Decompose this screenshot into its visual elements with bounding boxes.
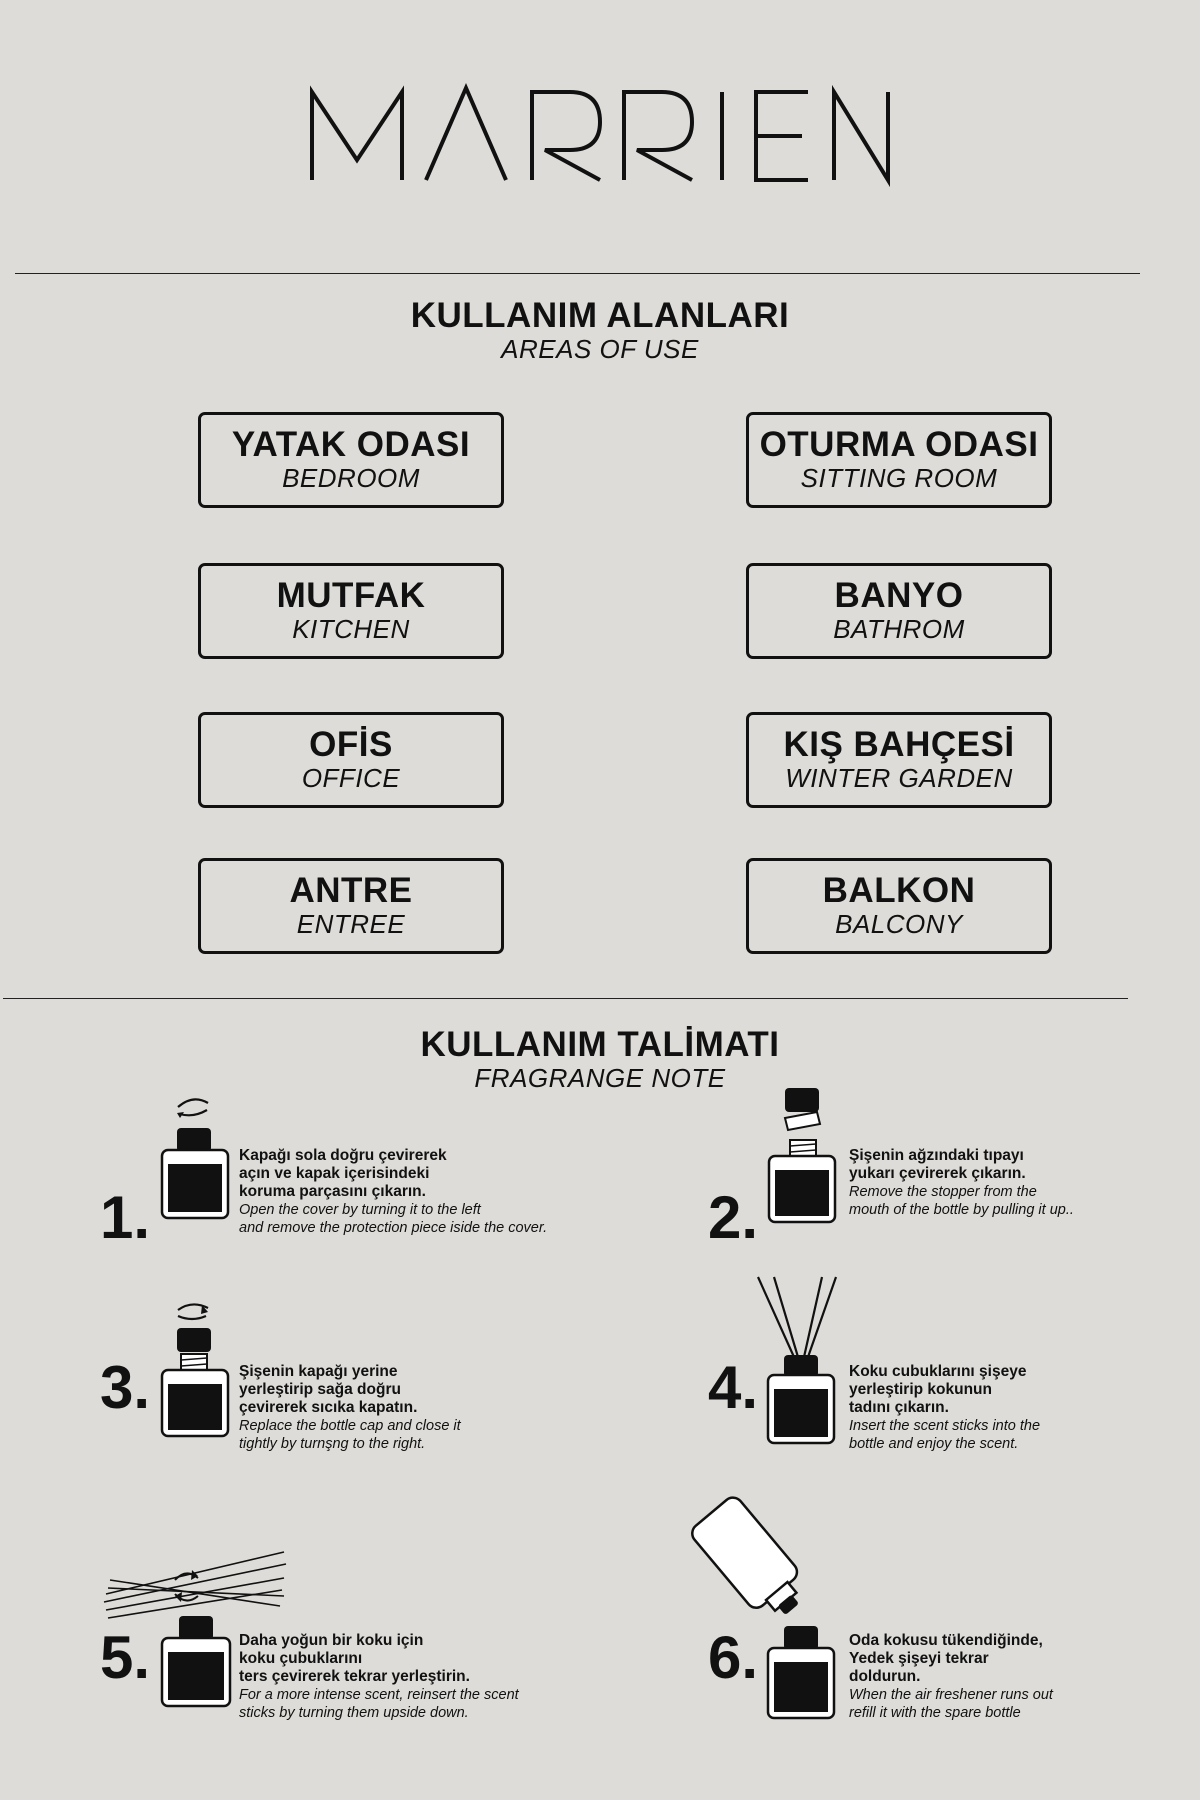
step-text bbox=[239, 1632, 519, 1722]
step-text-en: and remove the protection piece iside the cover. bbox=[239, 1220, 548, 1236]
step-text-tr: açın ve kapak içerisindeki bbox=[239, 1165, 430, 1182]
area-sitting-room bbox=[746, 412, 1052, 508]
area-label-tr: BALKON bbox=[822, 871, 976, 910]
step-text-en: Open the cover by turning it to the left bbox=[239, 1202, 481, 1218]
step-text-en: refill it with the spare bottle bbox=[849, 1705, 1021, 1721]
area-label-en: WINTER GARDEN bbox=[785, 763, 1013, 793]
area-label-tr: BANYO bbox=[834, 576, 964, 615]
step-text bbox=[239, 1147, 547, 1237]
step-number: 5. bbox=[100, 1624, 151, 1691]
step-text-en: Insert the scent sticks into the bbox=[849, 1418, 1041, 1434]
step-number: 3. bbox=[100, 1354, 151, 1421]
step-text bbox=[239, 1363, 461, 1453]
step-text-en: For a more intense scent, reinsert the scent bbox=[239, 1687, 519, 1703]
area-label-en: OFFICE bbox=[301, 763, 401, 793]
step-text-tr: koku çubuklarını bbox=[239, 1650, 363, 1667]
step-number: 2. bbox=[708, 1184, 759, 1251]
area-kitchen bbox=[198, 563, 504, 659]
step-text-tr: Yedek şişeyi tekrar bbox=[849, 1650, 989, 1667]
bottle-stopper-remove-icon bbox=[757, 1080, 847, 1230]
area-label-tr: OFİS bbox=[309, 725, 393, 764]
area-label-tr: KIŞ BAHÇESİ bbox=[783, 725, 1015, 764]
step-text-tr: yerleştirip kokunun bbox=[849, 1381, 992, 1398]
area-balcony bbox=[746, 858, 1052, 954]
step-text-tr: Oda kokusu tükendiğinde, bbox=[849, 1632, 1043, 1649]
step-text-tr: yerleştirip sağa doğru bbox=[239, 1381, 401, 1398]
step-text-tr: tadını çıkarın. bbox=[849, 1399, 949, 1416]
step-text-tr: Şişenin ağzındaki tıpayı bbox=[849, 1147, 1024, 1164]
step-text-tr: yukarı çevirerek çıkarın. bbox=[849, 1165, 1026, 1182]
step-text bbox=[849, 1363, 1040, 1453]
bottle-with-sticks-icon bbox=[752, 1275, 852, 1450]
area-label-tr: OTURMA ODASI bbox=[759, 425, 1039, 464]
divider-bottom bbox=[3, 998, 1128, 999]
step-text-en: Remove the stopper from the bbox=[849, 1184, 1037, 1200]
step-text-tr: doldurun. bbox=[849, 1668, 921, 1685]
area-label-en: SITTING ROOM bbox=[800, 463, 998, 493]
step-text bbox=[849, 1632, 1053, 1722]
brand-logo bbox=[300, 80, 900, 190]
refill-bottle-icon bbox=[690, 1496, 840, 1726]
step-text-tr: Kapağı sola doğru çevirerek bbox=[239, 1147, 447, 1164]
instructions-subtitle: FRAGRANGE NOTE bbox=[474, 1063, 726, 1093]
step-text-tr: Koku cubuklarını şişeye bbox=[849, 1363, 1027, 1380]
step-text-tr: ters çevirerek tekrar yerleştirin. bbox=[239, 1668, 470, 1685]
step-text-tr: Daha yoğun bir koku için bbox=[239, 1632, 424, 1649]
area-label-tr: MUTFAK bbox=[276, 576, 426, 615]
divider-top bbox=[15, 273, 1140, 274]
area-winter-garden bbox=[746, 712, 1052, 808]
area-label-tr: YATAK ODASI bbox=[231, 425, 471, 464]
step-text-en: sticks by turning them upside down. bbox=[239, 1705, 469, 1721]
step-number: 6. bbox=[708, 1624, 759, 1691]
step-text-tr: çevirerek sıcıka kapatın. bbox=[239, 1399, 418, 1416]
step-text-en: Replace the bottle cap and close it bbox=[239, 1418, 461, 1434]
area-bathroom bbox=[746, 563, 1052, 659]
area-entree bbox=[198, 858, 504, 954]
areas-title: KULLANIM ALANLARI bbox=[410, 296, 790, 335]
step-text-tr: Şişenin kapağı yerine bbox=[239, 1363, 398, 1380]
area-office bbox=[198, 712, 504, 808]
step-text-tr: koruma parçasını çıkarın. bbox=[239, 1183, 426, 1200]
area-label-en: BEDROOM bbox=[282, 463, 420, 493]
areas-subtitle: AREAS OF USE bbox=[501, 334, 699, 364]
step-text-en: tightly by turnşng to the right. bbox=[239, 1436, 426, 1452]
area-label-en: BALCONY bbox=[835, 909, 963, 939]
area-label-en: BATHROM bbox=[833, 614, 965, 644]
bottle-cap-rotate-left-icon bbox=[150, 1090, 240, 1230]
step-text bbox=[849, 1147, 1074, 1219]
bottle-cap-rotate-right-icon bbox=[150, 1290, 240, 1445]
step-number: 4. bbox=[708, 1354, 759, 1421]
step-text-en: mouth of the bottle by pulling it up.. bbox=[849, 1202, 1074, 1218]
instructions-title: KULLANIM TALİMATI bbox=[420, 1025, 780, 1064]
step-text-en: When the air freshener runs out bbox=[849, 1687, 1053, 1703]
area-label-en: ENTREE bbox=[296, 909, 406, 939]
area-label-en: KITCHEN bbox=[292, 614, 410, 644]
step-text-en: bottle and enjoy the scent. bbox=[849, 1436, 1019, 1452]
area-bedroom bbox=[198, 412, 504, 508]
step-number: 1. bbox=[100, 1184, 151, 1251]
area-label-tr: ANTRE bbox=[289, 871, 413, 910]
